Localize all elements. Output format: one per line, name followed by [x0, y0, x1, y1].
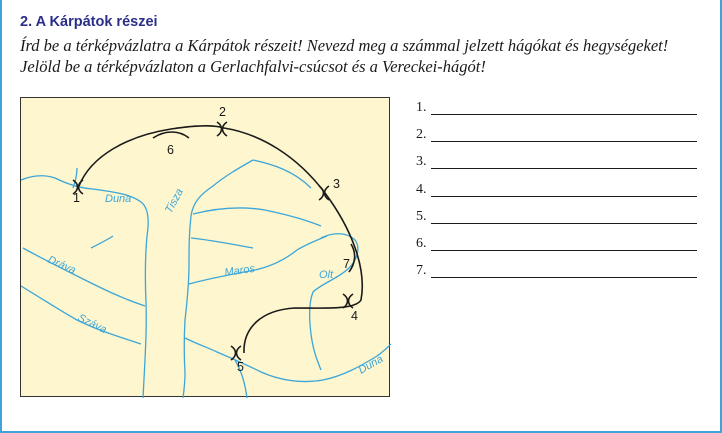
answer-line-2[interactable]	[431, 141, 697, 142]
answer-row	[416, 182, 701, 209]
river-tributary-2	[191, 238, 253, 248]
answer-row	[416, 209, 701, 236]
river-label-drava: Dráva	[45, 253, 78, 277]
marker-1: 1	[73, 191, 80, 205]
marker-5: 5	[237, 360, 244, 374]
answer-line-5[interactable]	[431, 223, 697, 224]
pass-symbol-5	[231, 346, 241, 360]
answer-row	[416, 100, 701, 127]
river-label-olt: Olt	[319, 269, 334, 281]
answer-row	[416, 154, 701, 181]
river-duna-lower	[185, 338, 391, 382]
river-duna-upper	[21, 176, 148, 398]
marker-3: 3	[333, 177, 340, 191]
answer-row	[416, 127, 701, 154]
answer-line-4[interactable]	[431, 196, 697, 197]
lake-balaton	[91, 236, 113, 248]
answer-number: 2.	[416, 127, 427, 143]
answer-line-6[interactable]	[431, 250, 697, 251]
river-olt	[310, 234, 358, 370]
exercise-title: 2. A Kárpátok részei	[20, 14, 158, 30]
answer-number: 6.	[416, 235, 427, 251]
mountain-arc-6	[153, 132, 189, 138]
river-label-maros: Maros	[223, 262, 256, 279]
answer-row	[416, 263, 701, 290]
marker-4: 4	[351, 309, 358, 323]
river-label-szava: Száva	[75, 311, 109, 337]
map-drawing	[21, 98, 391, 398]
exercise-instructions: Írd be a térképvázlatra a Kárpátok részeit! Nevezd meg a számmal jelzett hágókat és hegységeket! Jelöld be a térképvázlaton a Gerlachfalvi-csúcsot és a Vereckei-hágót!	[20, 36, 669, 76]
answer-number: 5.	[416, 208, 427, 224]
river-label-tisza: Tisza	[163, 186, 186, 216]
river-tributary-1	[193, 208, 321, 226]
answer-number: 4.	[416, 181, 427, 197]
marker-7: 7	[343, 257, 350, 271]
river-label-duna-upper: Duna	[105, 193, 132, 205]
answer-number: 7.	[416, 263, 427, 279]
pass-symbol-3	[319, 186, 329, 200]
river-maros	[189, 236, 327, 284]
answer-number: 3.	[416, 154, 427, 170]
answer-number: 1.	[416, 100, 427, 115]
answer-line-3[interactable]	[431, 168, 697, 169]
river-label-duna-lower: Duna	[356, 353, 386, 377]
marker-6: 6	[167, 143, 174, 157]
river-drava	[23, 248, 145, 306]
answer-list	[416, 100, 701, 290]
marker-2: 2	[219, 105, 226, 119]
river-tisza-upper	[253, 160, 311, 188]
answer-line-7[interactable]	[431, 277, 697, 278]
carpathian-sketch-map	[20, 97, 390, 397]
answer-row	[416, 236, 701, 263]
answer-line-1[interactable]	[431, 114, 697, 115]
